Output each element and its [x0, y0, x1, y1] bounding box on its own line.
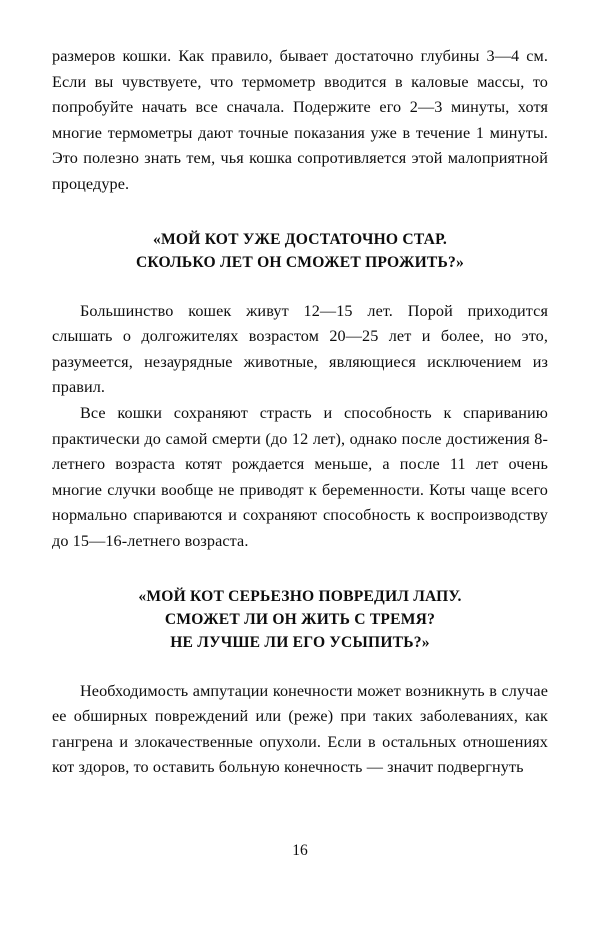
heading-line: СМОЖЕТ ЛИ ОН ЖИТЬ С ТРЕМЯ? — [164, 610, 436, 628]
spacer — [52, 274, 548, 299]
paragraph-lifespan-2: Все кошки сохраняют страсть и способность к спариванию практически до самой смерти (до 12 лет), однако после достижения 8-летнего возраста котят рождается меньше, а после 11 лет очень многие случки вообще не приводят к беременности. Коты чаще всего нормально спариваются и сохраняют способность к воспроизводству до 15—16-летнего возраста. — [52, 403, 548, 550]
heading-line: «МОЙ КОТ УЖЕ ДОСТАТОЧНО СТАР. — [153, 230, 447, 248]
spacer — [52, 654, 548, 679]
page-content — [52, 44, 548, 781]
page-number: 16 — [292, 842, 308, 859]
paragraph-amputation-1: Необходимость ампутации конечности может возникнуть в случае ее обширных повреждений или (реже) при таких заболеваниях, как гангрена и злокачественные опухоли. Если в остальных отношениях кот здоров, то оставить больную конечность — значит подвергнуть — [52, 681, 548, 777]
paragraph-lifespan-1: Большинство кошек живут 12—15 лет. Порой приходится слышать о долгожителях возрастом 20—25 лет и более, но это, разумеется, незаурядные животные, являющиеся исключением из правил. — [52, 301, 548, 397]
section-heading-amputation — [52, 585, 548, 654]
paragraph-continued: размеров кошки. Как правило, бывает достаточно глубины 3—4 см. Если вы чувствуете, что термометр вводится в каловые массы, то попробуйте начать все сначала. Подержите его 2—3 минуты, хотя многие термометры дают точные показания уже в течение 1 минуты. Это полезно знать тем, чья кошка сопротивляется этой малоприятной процедуре. — [52, 47, 548, 193]
heading-line: «МОЙ КОТ СЕРЬЕЗНО ПОВРЕДИЛ ЛАПУ. — [138, 587, 462, 605]
heading-line: НЕ ЛУЧШЕ ЛИ ЕГО УСЫПИТЬ?» — [170, 633, 430, 651]
spacer — [52, 198, 548, 228]
spacer — [52, 555, 548, 585]
heading-line: СКОЛЬКО ЛЕТ ОН СМОЖЕТ ПРОЖИТЬ?» — [135, 253, 465, 271]
section-heading-lifespan — [52, 228, 548, 274]
